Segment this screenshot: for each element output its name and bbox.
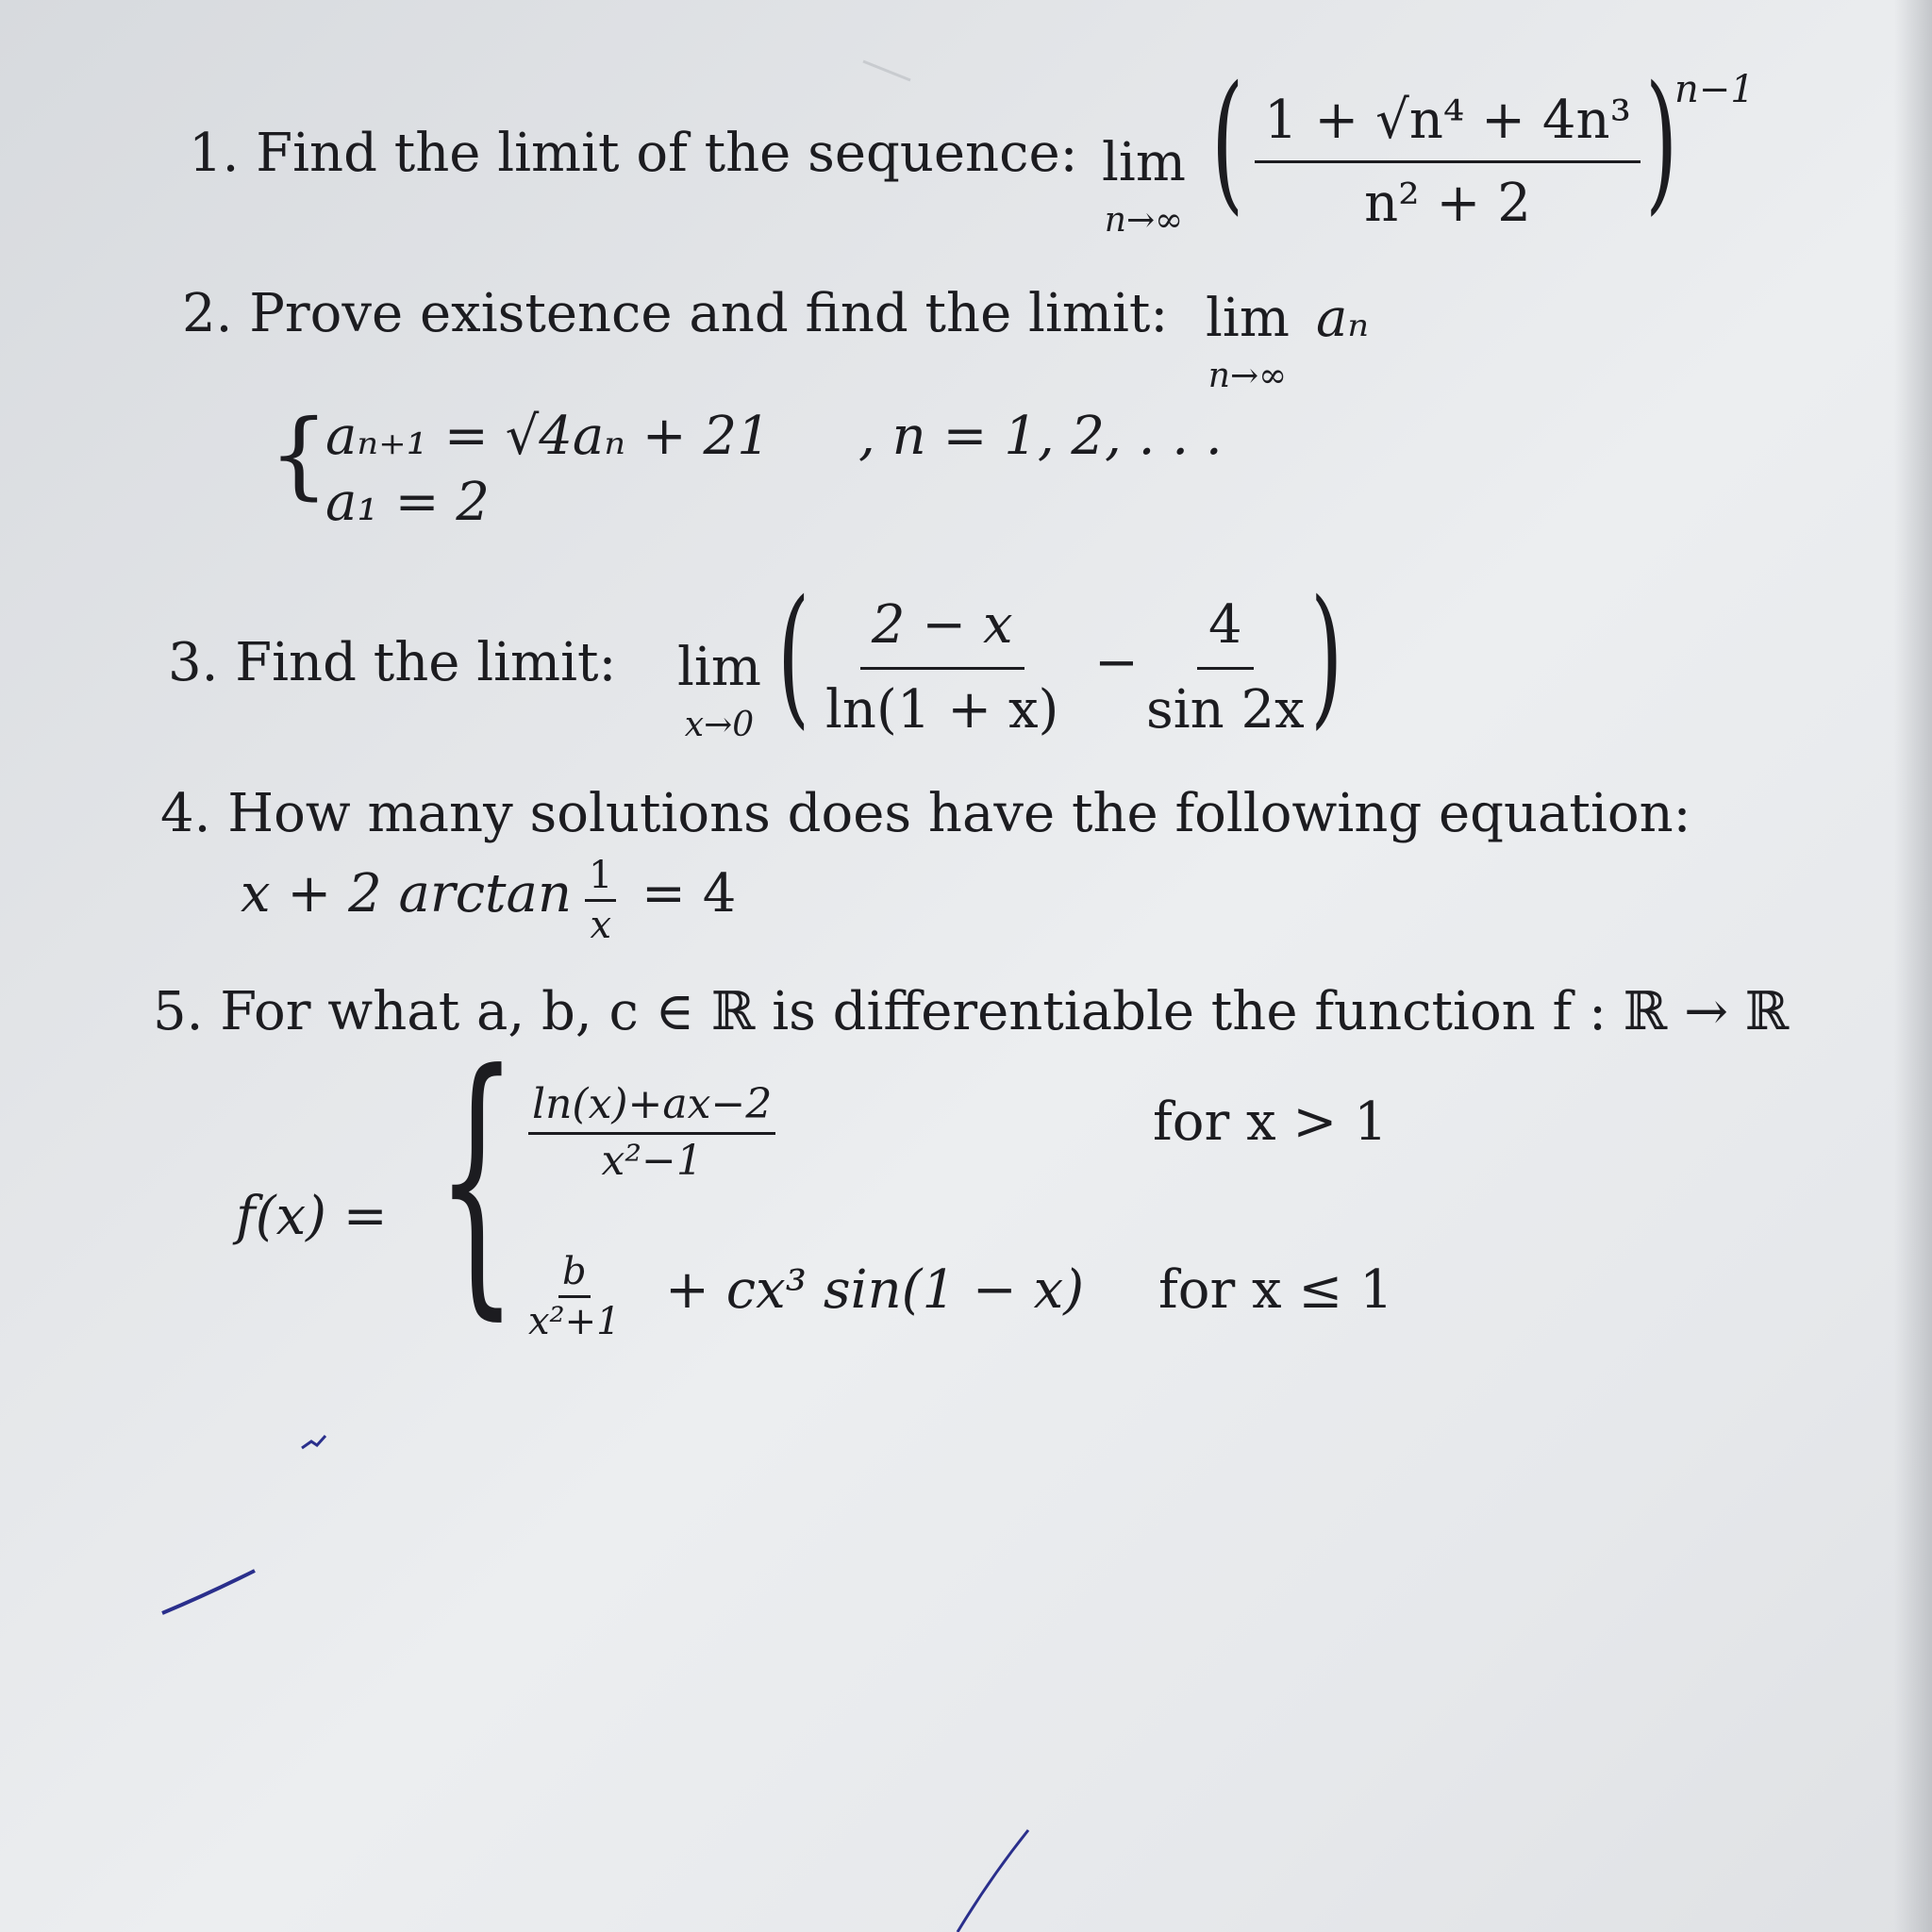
problem-1-exponent: n−1 (1674, 68, 1755, 111)
minus-sign: − (1094, 632, 1139, 693)
lim-text: lim (1206, 288, 1290, 349)
right-paren: ) (1645, 53, 1678, 229)
case-2-denominator: x²+1 (528, 1300, 621, 1343)
case-2-numerator: b (558, 1250, 591, 1298)
recurrence-formula: aₙ₊₁ = √4aₙ + 21 (325, 406, 771, 467)
page-edge-shadow (1894, 0, 1932, 1932)
fraction-numerator: 1 + √n⁴ + 4n³ (1255, 90, 1641, 163)
lim-text: lim (1102, 132, 1186, 193)
problem-5-label: 5. For what a, b, c ∈ ℝ is differentiable the function f : ℝ → ℝ (153, 981, 1790, 1042)
fraction-2-numerator: 4 (1197, 594, 1254, 670)
system-brace: { (269, 399, 329, 509)
pen-stroke (958, 1830, 1028, 1932)
piecewise-brace: { (436, 1014, 518, 1343)
case-1-denominator: x²−1 (601, 1137, 703, 1185)
equation-right: = 4 (641, 863, 737, 924)
case-2-expression: + cx³ sin(1 − x) (665, 1259, 1085, 1321)
case-2-condition: for x ≤ 1 (1158, 1259, 1393, 1321)
pen-stroke (162, 1571, 255, 1613)
problem-3-label: 3. Find the limit: (168, 632, 617, 693)
right-paren: ) (1310, 567, 1343, 743)
problem-4-label: 4. How many solutions does have the following equation: (160, 783, 1691, 844)
lim-subscript: n→∞ (1104, 201, 1184, 240)
pen-faint-stroke (863, 61, 910, 80)
fraction-2-denominator: sin 2x (1146, 679, 1305, 741)
limit-term: aₙ (1316, 288, 1370, 349)
fraction-1-numerator: 2 − x (860, 594, 1024, 670)
case-1-numerator: ln(x)+ax−2 (528, 1080, 775, 1135)
initial-condition: a₁ = 2 (325, 472, 490, 533)
left-paren: ( (1211, 53, 1244, 229)
equation-fraction-denominator: x (590, 904, 611, 947)
case-1-condition: for x > 1 (1153, 1091, 1388, 1153)
index-range: , n = 1, 2, . . . (858, 406, 1223, 467)
fraction-1-denominator: ln(1 + x) (825, 679, 1059, 741)
lim-subscript: n→∞ (1208, 357, 1288, 395)
problem-1-label: 1. Find the limit of the sequence: (189, 123, 1078, 184)
pen-tick (302, 1436, 325, 1448)
left-paren: ( (777, 567, 810, 743)
equation-fraction-numerator: 1 (585, 854, 616, 902)
fraction-denominator: n² + 2 (1364, 173, 1531, 234)
lim-text: lim (677, 637, 761, 698)
lim-subscript: x→0 (684, 706, 755, 744)
function-lhs: f(x) = (236, 1186, 388, 1247)
equation-left: x + 2 arctan (241, 863, 573, 924)
problem-2-label: 2. Prove existence and find the limit: (182, 283, 1169, 344)
